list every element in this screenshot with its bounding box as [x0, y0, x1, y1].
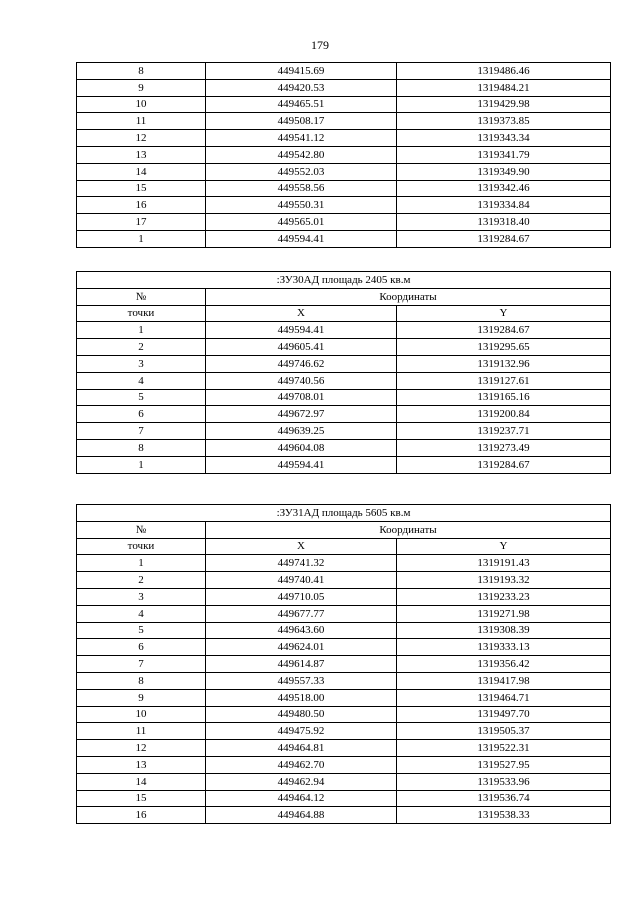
table-row — [77, 146, 611, 163]
x-coordinate-cell: 449740.41 — [206, 572, 397, 589]
y-coordinate-cell: 1319349.90 — [397, 163, 611, 180]
table-row — [77, 180, 611, 197]
table-row — [77, 406, 611, 423]
coordinates-table-continued — [76, 62, 611, 248]
table-row — [77, 214, 611, 231]
y-coordinate-cell: 1319484.21 — [397, 79, 611, 96]
point-number-cell: 3 — [77, 355, 206, 372]
table-row — [77, 588, 611, 605]
y-coordinate-cell: 1319464.71 — [397, 689, 611, 706]
y-coordinate-cell: 1319527.95 — [397, 756, 611, 773]
x-coordinate-cell: 449672.97 — [206, 406, 397, 423]
table-row — [77, 113, 611, 130]
y-coordinate-cell: 1319284.67 — [397, 322, 611, 339]
y-coordinate-cell: 1319505.37 — [397, 723, 611, 740]
table-row — [77, 389, 611, 406]
y-coordinate-cell: 1319165.16 — [397, 389, 611, 406]
x-coordinate-cell: 449508.17 — [206, 113, 397, 130]
x-coordinate-cell: 449420.53 — [206, 79, 397, 96]
table-row — [77, 740, 611, 757]
x-coordinate-cell: 449558.56 — [206, 180, 397, 197]
x-coordinate-cell: 449741.32 — [206, 555, 397, 572]
point-number-cell: 7 — [77, 423, 206, 440]
table-row — [77, 572, 611, 589]
y-coordinate-cell: 1319486.46 — [397, 63, 611, 80]
y-coordinate-cell: 1319333.13 — [397, 639, 611, 656]
x-coordinate-cell: 449708.01 — [206, 389, 397, 406]
point-number-header: № — [77, 521, 206, 538]
table-body — [77, 63, 611, 248]
point-label-header: точки — [77, 538, 206, 555]
y-coordinate-cell: 1319343.34 — [397, 130, 611, 147]
point-number-cell: 9 — [77, 689, 206, 706]
table-row — [77, 339, 611, 356]
point-number-cell: 15 — [77, 180, 206, 197]
x-coordinate-cell: 449677.77 — [206, 605, 397, 622]
table-row — [77, 355, 611, 372]
y-coordinate-cell: 1319342.46 — [397, 180, 611, 197]
x-coordinate-cell: 449604.08 — [206, 439, 397, 456]
table-row — [77, 230, 611, 247]
point-number-cell: 11 — [77, 723, 206, 740]
table-row — [77, 456, 611, 473]
x-coordinate-cell: 449475.92 — [206, 723, 397, 740]
table-row — [77, 790, 611, 807]
table-body — [77, 555, 611, 824]
table-row — [77, 639, 611, 656]
y-coordinate-cell: 1319284.67 — [397, 456, 611, 473]
table-row — [77, 63, 611, 80]
x-coordinate-cell: 449464.88 — [206, 807, 397, 824]
y-coordinate-cell: 1319271.98 — [397, 605, 611, 622]
y-coordinate-cell: 1319193.32 — [397, 572, 611, 589]
y-coordinate-cell: 1319233.23 — [397, 588, 611, 605]
coordinates-header: Координаты — [206, 288, 611, 305]
table-row — [77, 555, 611, 572]
y-coordinate-cell: 1319191.43 — [397, 555, 611, 572]
x-coordinate-cell: 449624.01 — [206, 639, 397, 656]
point-number-cell: 13 — [77, 756, 206, 773]
y-coordinate-cell: 1319284.67 — [397, 230, 611, 247]
x-coordinate-cell: 449541.12 — [206, 130, 397, 147]
point-number-cell: 12 — [77, 740, 206, 757]
x-coordinate-cell: 449710.05 — [206, 588, 397, 605]
point-number-cell: 16 — [77, 197, 206, 214]
y-coordinate-cell: 1319497.70 — [397, 706, 611, 723]
point-number-cell: 8 — [77, 439, 206, 456]
y-coordinate-cell: 1319200.84 — [397, 406, 611, 423]
table-row — [77, 322, 611, 339]
point-number-cell: 12 — [77, 130, 206, 147]
point-number-cell: 2 — [77, 339, 206, 356]
point-number-header: № — [77, 288, 206, 305]
y-coordinate-cell: 1319132.96 — [397, 355, 611, 372]
point-number-cell: 8 — [77, 672, 206, 689]
table-row — [77, 423, 611, 440]
coordinates-header: Координаты — [206, 521, 611, 538]
point-number-cell: 6 — [77, 639, 206, 656]
table-row — [77, 672, 611, 689]
point-number-cell: 14 — [77, 163, 206, 180]
point-number-cell: 6 — [77, 406, 206, 423]
point-number-cell: 4 — [77, 372, 206, 389]
table-caption: :ЗУ31АД площадь 5605 кв.м — [77, 505, 611, 522]
y-coordinate-cell: 1319533.96 — [397, 773, 611, 790]
y-coordinate-cell: 1319429.98 — [397, 96, 611, 113]
table-body — [77, 322, 611, 473]
table-row — [77, 372, 611, 389]
x-coordinate-cell: 449594.41 — [206, 230, 397, 247]
table-row — [77, 605, 611, 622]
x-coordinate-cell: 449740.56 — [206, 372, 397, 389]
y-coordinate-cell: 1319522.31 — [397, 740, 611, 757]
y-coordinate-cell: 1319318.40 — [397, 214, 611, 231]
x-coordinate-cell: 449557.33 — [206, 672, 397, 689]
table-row — [77, 439, 611, 456]
y-coordinate-cell: 1319341.79 — [397, 146, 611, 163]
x-coordinate-cell: 449518.00 — [206, 689, 397, 706]
y-coordinate-cell: 1319334.84 — [397, 197, 611, 214]
point-number-cell: 5 — [77, 622, 206, 639]
x-coordinate-cell: 449614.87 — [206, 656, 397, 673]
y-coordinate-cell: 1319373.85 — [397, 113, 611, 130]
table-caption: :ЗУ30АД площадь 2405 кв.м — [77, 272, 611, 289]
x-coordinate-cell: 449464.12 — [206, 790, 397, 807]
x-coordinate-cell: 449542.80 — [206, 146, 397, 163]
y-coordinate-cell: 1319417.98 — [397, 672, 611, 689]
y-coordinate-cell: 1319295.65 — [397, 339, 611, 356]
x-coordinate-cell: 449550.31 — [206, 197, 397, 214]
x-coordinate-cell: 449480.50 — [206, 706, 397, 723]
y-column-header: Y — [397, 305, 611, 322]
point-number-cell: 9 — [77, 79, 206, 96]
x-coordinate-cell: 449464.81 — [206, 740, 397, 757]
table-row — [77, 807, 611, 824]
x-coordinate-cell: 449594.41 — [206, 456, 397, 473]
point-number-cell: 17 — [77, 214, 206, 231]
x-coordinate-cell: 449462.70 — [206, 756, 397, 773]
y-coordinate-cell: 1319356.42 — [397, 656, 611, 673]
point-number-cell: 13 — [77, 146, 206, 163]
table-row — [77, 706, 611, 723]
point-number-cell: 16 — [77, 807, 206, 824]
y-coordinate-cell: 1319536.74 — [397, 790, 611, 807]
point-number-cell: 1 — [77, 230, 206, 247]
point-label-header: точки — [77, 305, 206, 322]
x-coordinate-cell: 449565.01 — [206, 214, 397, 231]
point-number-cell: 8 — [77, 63, 206, 80]
page-number: 179 — [311, 38, 329, 52]
table-header — [77, 272, 611, 322]
table-row — [77, 96, 611, 113]
table-row — [77, 723, 611, 740]
x-coordinate-cell: 449639.25 — [206, 423, 397, 440]
y-column-header: Y — [397, 538, 611, 555]
table-header — [77, 505, 611, 555]
point-number-cell: 7 — [77, 656, 206, 673]
table-row — [77, 689, 611, 706]
point-number-cell: 14 — [77, 773, 206, 790]
point-number-cell: 1 — [77, 555, 206, 572]
point-number-cell: 15 — [77, 790, 206, 807]
coordinates-table-zu31ad — [76, 504, 611, 824]
y-coordinate-cell: 1319273.49 — [397, 439, 611, 456]
point-number-cell: 2 — [77, 572, 206, 589]
x-coordinate-cell: 449746.62 — [206, 355, 397, 372]
x-coordinate-cell: 449552.03 — [206, 163, 397, 180]
x-coordinate-cell: 449415.69 — [206, 63, 397, 80]
table-row — [77, 130, 611, 147]
point-number-cell: 1 — [77, 456, 206, 473]
point-number-cell: 5 — [77, 389, 206, 406]
y-coordinate-cell: 1319538.33 — [397, 807, 611, 824]
point-number-cell: 1 — [77, 322, 206, 339]
x-coordinate-cell: 449462.94 — [206, 773, 397, 790]
point-number-cell: 4 — [77, 605, 206, 622]
table-row — [77, 79, 611, 96]
x-coordinate-cell: 449594.41 — [206, 322, 397, 339]
table-row — [77, 197, 611, 214]
table-row — [77, 656, 611, 673]
y-coordinate-cell: 1319237.71 — [397, 423, 611, 440]
table-row — [77, 622, 611, 639]
table-row — [77, 163, 611, 180]
y-coordinate-cell: 1319127.61 — [397, 372, 611, 389]
point-number-cell: 10 — [77, 96, 206, 113]
x-column-header: X — [206, 305, 397, 322]
x-coordinate-cell: 449643.60 — [206, 622, 397, 639]
coordinates-table-zu30ad — [76, 271, 611, 474]
x-coordinate-cell: 449465.51 — [206, 96, 397, 113]
table-row — [77, 756, 611, 773]
table-row — [77, 773, 611, 790]
x-column-header: X — [206, 538, 397, 555]
y-coordinate-cell: 1319308.39 — [397, 622, 611, 639]
point-number-cell: 3 — [77, 588, 206, 605]
point-number-cell: 10 — [77, 706, 206, 723]
point-number-cell: 11 — [77, 113, 206, 130]
x-coordinate-cell: 449605.41 — [206, 339, 397, 356]
